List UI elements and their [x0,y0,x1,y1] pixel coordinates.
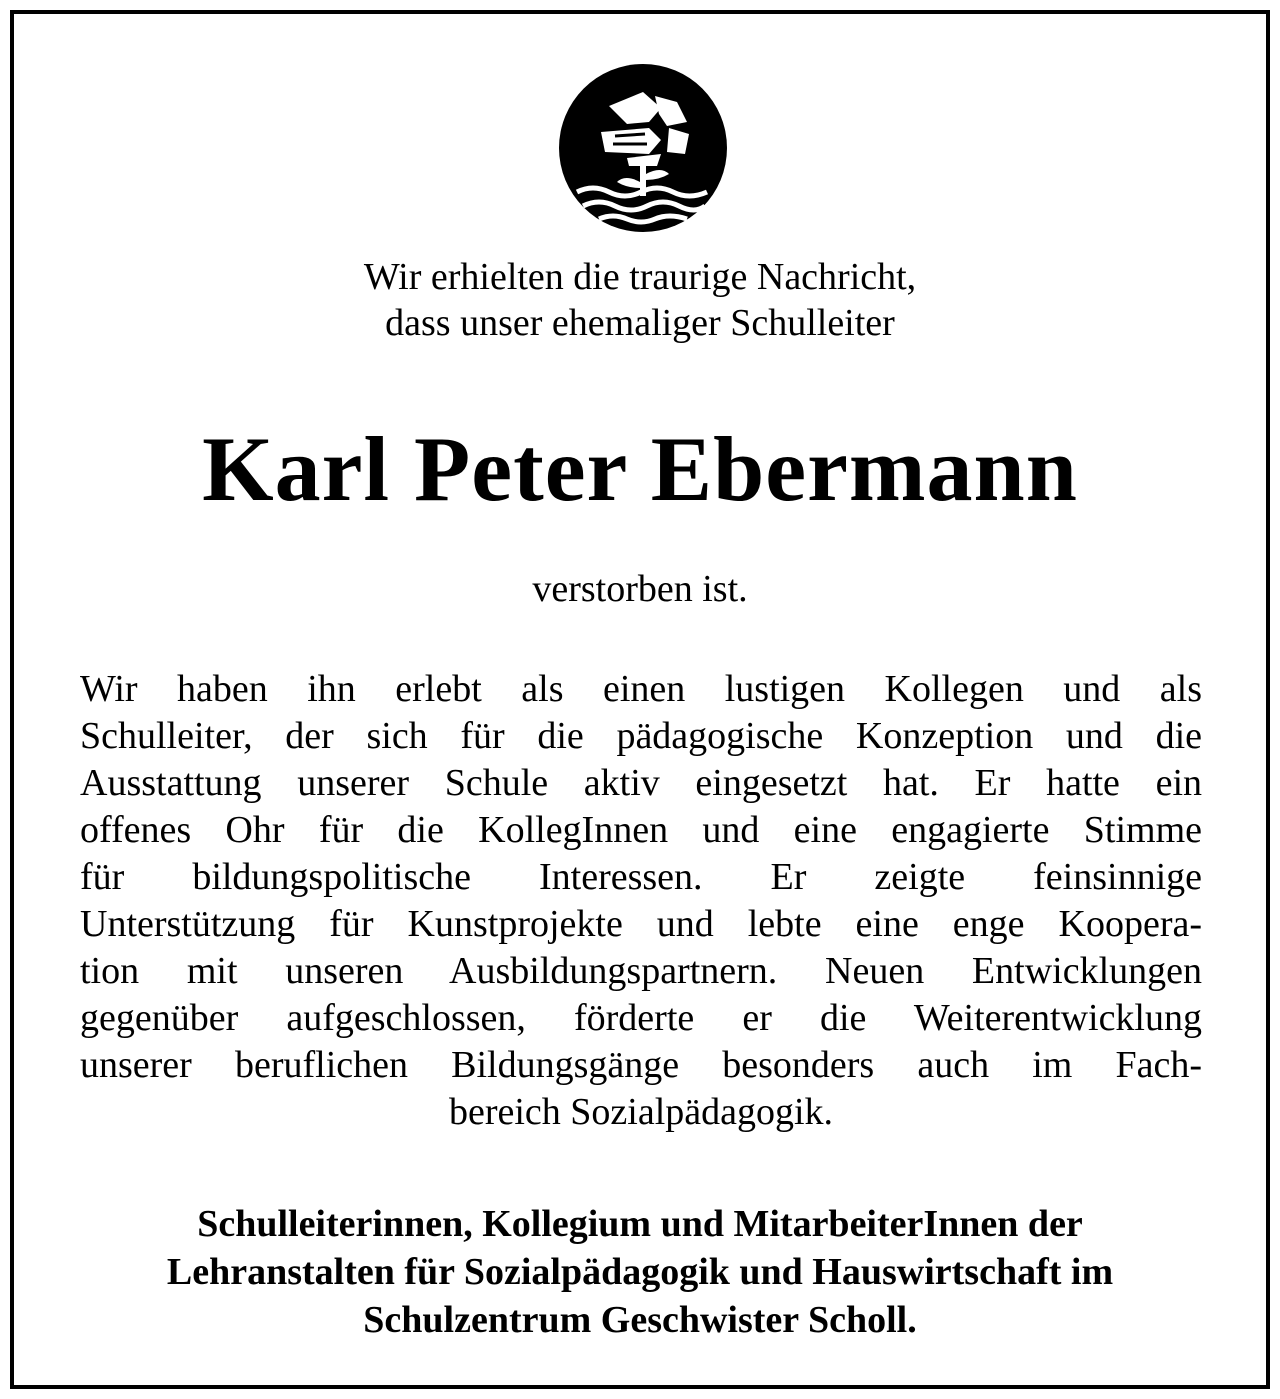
tribute-line: unserer beruflichen Bildungsgänge besonders auch im Fach- [80,1044,1202,1086]
intro-text [14,254,1266,346]
tribute-line: bereich Sozialpädagogik. [448,1091,834,1133]
signature-line-2: Lehranstalten für Sozialpädagogik und Hauswirtschaft im [166,1251,1114,1293]
tribute-line: Schulleiter, der sich für die pädagogische Konzeption und die [80,715,1202,757]
tribute-line: offenes Ohr für die KollegInnen und eine engagierte Stimme [80,809,1202,851]
tribute-line: tion mit unseren Ausbildungspartnern. Neuen Entwicklungen [80,950,1202,992]
signature-line-1: Schulleiterinnen, Kollegium und MitarbeiterInnen der [197,1203,1083,1245]
signature-line-3: Schulzentrum Geschwister Scholl. [363,1299,917,1341]
deceased-name: Karl Peter Ebermann [202,418,1078,520]
tribute-line: Unterstützung für Kunstprojekte und lebte eine enge Koopera- [80,903,1202,945]
obituary-notice [10,10,1270,1389]
tribute-paragraph [80,666,1202,1136]
intro-line-1: Wir erhielten die traurige Nachricht, [363,256,917,298]
died-text: verstorben ist. [532,568,748,610]
tribute-line: für bildungspolitische Interessen. Er zeigte feinsinnige [80,856,1202,898]
school-emblem-icon [557,62,729,234]
tribute-line: Ausstattung unserer Schule aktiv eingesetzt hat. Er hatte ein [80,762,1202,804]
tribute-line: gegenüber aufgeschlossen, förderte er die Weiterentwicklung [80,997,1202,1039]
tribute-line: Wir haben ihn erlebt als einen lustigen Kollegen und als [80,668,1202,710]
signature-block [14,1200,1266,1344]
intro-line-2: dass unser ehemaliger Schulleiter [385,302,895,344]
